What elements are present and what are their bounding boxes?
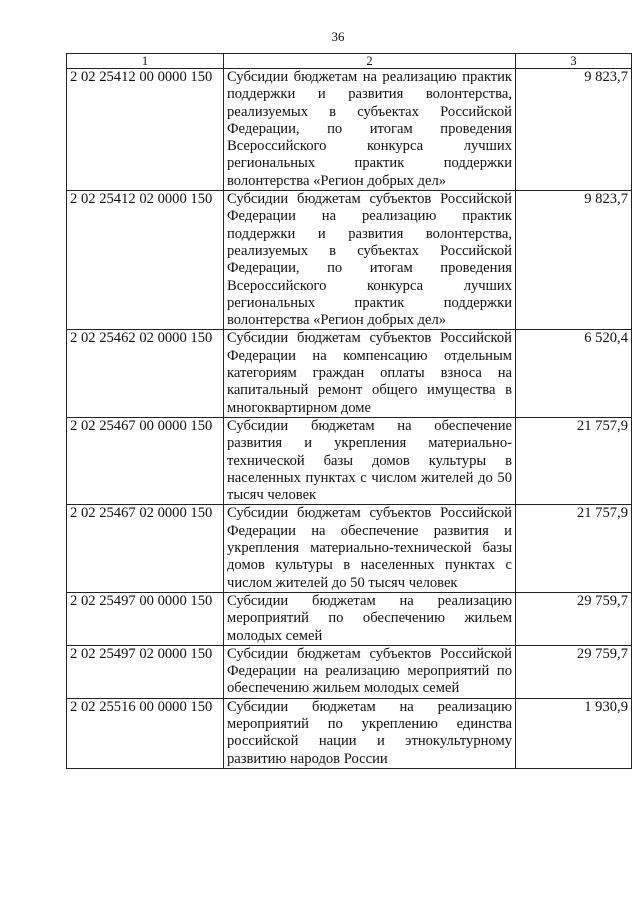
budget-revenue-table (66, 53, 632, 769)
column-header-2: 2 (224, 54, 516, 69)
classification-code: 2 02 25412 00 0000 150 (67, 69, 224, 191)
amount-cell: 29 759,7 (516, 645, 632, 698)
amount-cell: 9 823,7 (516, 191, 632, 330)
column-header-1: 1 (67, 54, 224, 69)
classification-code: 2 02 25497 02 0000 150 (67, 645, 224, 698)
amount-cell: 21 757,9 (516, 417, 632, 504)
amount-cell: 29 759,7 (516, 592, 632, 645)
classification-code: 2 02 25467 02 0000 150 (67, 505, 224, 592)
classification-code: 2 02 25516 00 0000 150 (67, 698, 224, 768)
table-row (67, 698, 632, 768)
revenue-description: Субсидии бюджетам на реализацию мероприятий по обеспечению жильем молодых семей (224, 592, 516, 645)
table-row (67, 645, 632, 698)
classification-code: 2 02 25467 00 0000 150 (67, 417, 224, 504)
revenue-description: Субсидии бюджетам на реализацию мероприятий по укреплению единства российской нации и этнокультурному развитию народов России (224, 698, 516, 768)
revenue-description: Субсидии бюджетам на обеспечение развития и укрепления материально-технической базы домов культуры в населенных пунктах с числом жителей до 50 тысяч человек (224, 417, 516, 504)
table-header-row (67, 54, 632, 69)
classification-code: 2 02 25497 00 0000 150 (67, 592, 224, 645)
table-row (67, 330, 632, 417)
classification-code: 2 02 25412 02 0000 150 (67, 191, 224, 330)
table-row (67, 69, 632, 191)
revenue-description: Субсидии бюджетам субъектов Российской Федерации на обеспечение развития и укрепления материально-технической базы домов культуры в населенных пунктах с числом жителей до 50 тысяч человек (224, 505, 516, 592)
revenue-description: Субсидии бюджетам на реализацию практик поддержки и развития волонтерства, реализуемых в субъектах Российской Федерации, по итогам проведения Всероссийского конкурса лучших региональных практик поддержки волонтерства «Регион добрых дел» (224, 69, 516, 191)
revenue-description: Субсидии бюджетам субъектов Российской Федерации на реализацию практик поддержки и развития волонтерства, реализуемых в субъектах Российской Федерации, по итогам проведения Всероссийского конкурса лучших региональных практик поддержки волонтерства «Регион добрых дел» (224, 191, 516, 330)
classification-code: 2 02 25462 02 0000 150 (67, 330, 224, 417)
table-row (67, 417, 632, 504)
amount-cell: 21 757,9 (516, 505, 632, 592)
table-row (67, 505, 632, 592)
revenue-description: Субсидии бюджетам субъектов Российской Федерации на компенсацию отдельным категориям граждан оплаты взноса на капитальный ремонт общего имущества в многоквартирном доме (224, 330, 516, 417)
amount-cell: 1 930,9 (516, 698, 632, 768)
page-number: 36 (331, 29, 345, 44)
revenue-description: Субсидии бюджетам субъектов Российской Федерации на реализацию мероприятий по обеспечению жильем молодых семей (224, 645, 516, 698)
column-header-3: 3 (516, 54, 632, 69)
table-row (67, 191, 632, 330)
amount-cell: 6 520,4 (516, 330, 632, 417)
table-row (67, 592, 632, 645)
amount-cell: 9 823,7 (516, 69, 632, 191)
